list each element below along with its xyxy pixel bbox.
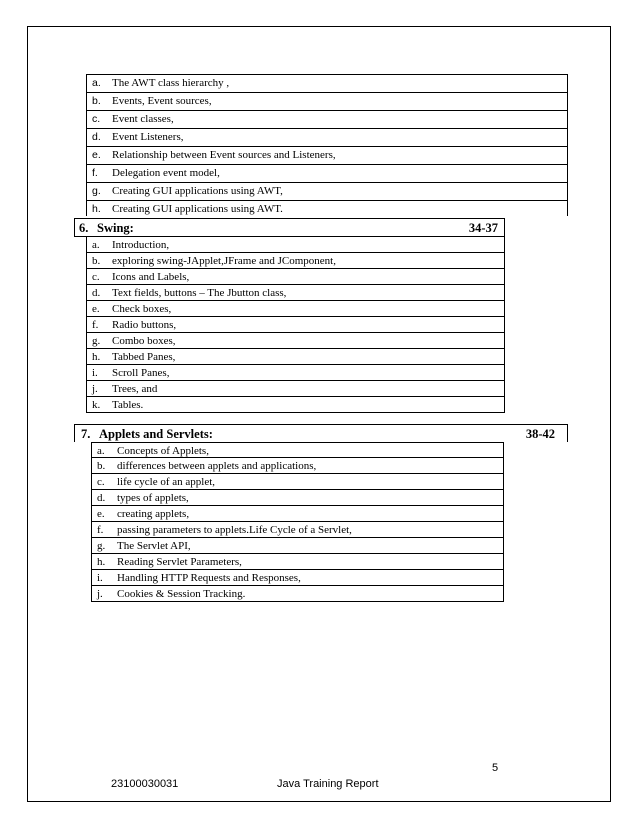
section-pages: 38-42 [525,427,555,441]
item-text: Scroll Panes, [112,367,170,379]
item-text: Tabbed Panes, [112,351,176,363]
item-text: Icons and Labels, [112,271,190,283]
item-text: life cycle of an applet, [117,476,216,488]
item-text: Concepts of Applets, [117,445,209,457]
item-text: Radio buttons, [112,319,177,331]
item-letter: e. [92,149,101,161]
item-letter: h. [92,351,101,363]
list-item [91,506,504,522]
page-number: 5 [492,762,499,774]
list-item [86,93,568,111]
list-item [86,381,505,397]
item-text: The Servlet API, [117,540,191,552]
item-text: creating applets, [117,508,190,520]
item-text: Handling HTTP Requests and Responses, [117,572,301,584]
item-text: Cookies & Session Tracking. [117,588,246,600]
item-text: differences between applets and applications, [117,460,317,472]
item-letter: d. [97,492,106,504]
item-letter: b. [92,95,101,107]
item-letter: i. [97,572,103,584]
item-text: Creating GUI applications using AWT, [112,185,283,197]
item-letter: c. [97,476,105,488]
item-text: Tables. [112,399,144,411]
list-item [91,442,504,458]
item-letter: b. [92,255,101,267]
list-item [86,317,505,333]
item-letter: f. [92,319,99,331]
item-text: Event classes, [112,113,174,125]
section-number: 6. [79,221,89,235]
list-item [86,165,568,183]
item-text: exploring swing-JApplet,JFrame and JComponent, [112,255,336,267]
section-pages: 34-37 [468,221,498,235]
section6-heading [74,218,505,237]
item-text: Relationship between Event sources and Listeners, [112,149,336,161]
item-text: Event Listeners, [112,131,184,143]
item-letter: c. [92,271,100,283]
item-letter: g. [92,335,101,347]
item-letter: h. [92,203,101,215]
list-item [86,269,505,285]
list-item [91,554,504,570]
list-item [86,201,568,216]
item-letter: f. [92,167,98,179]
item-letter: a. [92,77,101,89]
list-item [86,147,568,165]
item-letter: d. [92,131,101,143]
list-item [91,490,504,506]
item-letter: e. [92,303,100,315]
list-item [91,586,504,602]
item-letter: c. [92,113,101,125]
item-letter: f. [97,524,104,536]
item-letter: g. [92,185,101,197]
list-item [86,365,505,381]
item-letter: j. [97,588,103,600]
item-text: Creating GUI applications using AWT. [112,203,283,215]
list-item [86,237,505,253]
item-letter: b. [97,460,106,472]
list-item [91,458,504,474]
list-item [91,522,504,538]
item-text: Events, Event sources, [112,95,212,107]
item-letter: g. [97,540,106,552]
item-text: Delegation event model, [112,167,220,179]
item-text: passing parameters to applets.Life Cycle of a Servlet, [117,524,352,536]
list-item [91,538,504,554]
item-letter: i. [92,367,98,379]
list-item [86,183,568,201]
list-item [91,474,504,490]
section-title: Swing: [97,221,134,235]
report-title: Java Training Report [277,778,379,790]
item-text: The AWT class hierarchy , [112,77,230,89]
roll-number: 23100030031 [111,778,179,790]
item-text: Trees, and [112,383,158,395]
list-item [86,285,505,301]
item-letter: k. [92,399,101,411]
item-letter: j. [92,383,98,395]
item-letter: a. [97,445,105,457]
list-item [91,570,504,586]
item-text: Reading Servlet Parameters, [117,556,242,568]
item-text: Combo boxes, [112,335,176,347]
list-item [86,349,505,365]
item-letter: d. [92,287,101,299]
item-text: Text fields, buttons – The Jbutton class, [112,287,287,299]
item-text: Check boxes, [112,303,172,315]
item-letter: a. [92,239,100,251]
list-item [86,333,505,349]
item-text: types of applets, [117,492,189,504]
list-item [86,397,505,413]
item-letter: e. [97,508,105,520]
list-item [86,253,505,269]
section-title: Applets and Servlets: [99,427,213,441]
list-item [86,74,568,93]
list-item [86,129,568,147]
section7-heading [74,424,568,442]
item-text: Introduction, [112,239,170,251]
list-item [86,111,568,129]
section-number: 7. [81,427,91,441]
item-letter: h. [97,556,106,568]
list-item [86,301,505,317]
